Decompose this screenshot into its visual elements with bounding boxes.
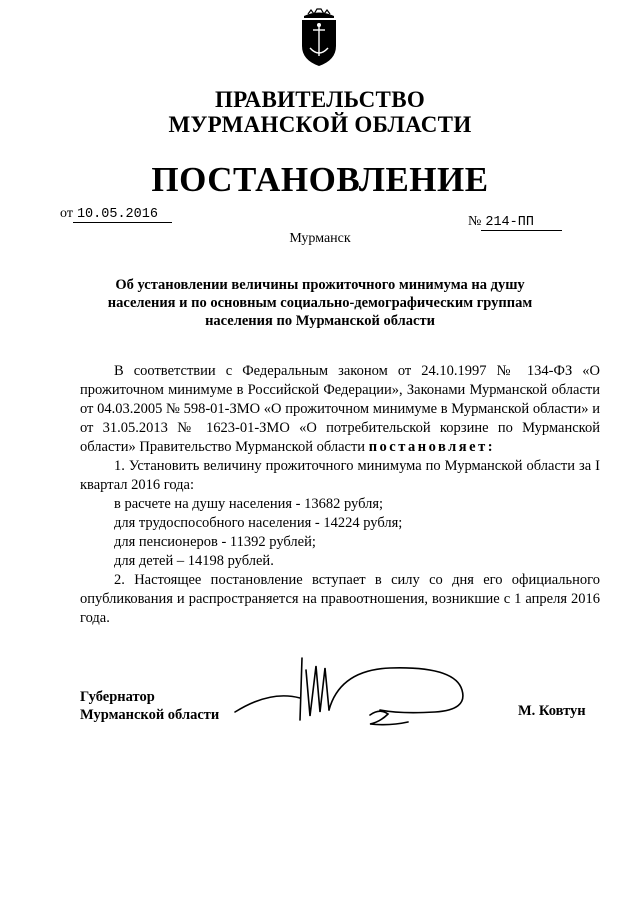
signer-title-line2: Мурманской области: [80, 707, 220, 723]
value-line: в расчете на душу населения - 13682 рубля;: [114, 496, 384, 512]
document-number-row: [468, 214, 562, 231]
intro-text: В соответствии с Федеральным законом от 24.10.1997 № 134-ФЗ «О прожиточном минимуме в Российской Федерации», Законами Мурманской области от 04.03.2005 № 598-01-ЗМО «О прожиточном минимуме в Мурманской области» и от 31.05.2013 № 1623-01-ЗМО «О потребительской корзине по Мурманской области» Правительство Мурманской области: [80, 363, 600, 455]
signer-name: М. Ковтун: [518, 703, 586, 719]
value-line: для пенсионеров - 11392 рублей;: [114, 534, 316, 550]
city-name: Мурманск: [289, 231, 351, 246]
value-line: для детей – 14198 рублей.: [114, 553, 274, 569]
document-date: 10.05.2016: [73, 208, 172, 223]
coat-of-arms-icon: [296, 8, 342, 68]
organization-name-line1: ПРАВИТЕЛЬСТВО: [214, 87, 426, 112]
value-line: для трудоспособного населения - 14224 рубля;: [114, 515, 403, 531]
number-prefix: №: [468, 214, 482, 229]
document-subject: Об установлении величины прожиточного минимума на душу населения и по основным социально-демографическим группам населения по Мурманской области: [107, 277, 533, 329]
handwritten-signature: [230, 650, 480, 740]
document-number: 214-ПП: [481, 216, 562, 231]
organization-name-line2: МУРМАНСКОЙ ОБЛАСТИ: [168, 112, 472, 137]
date-prefix: от: [60, 206, 73, 221]
decree-word: постановляет:: [368, 439, 496, 455]
signer-title: [80, 688, 219, 724]
document-type-title: ПОСТАНОВЛЕНИЕ: [151, 160, 489, 199]
item-2-paragraph: 2. Настоящее постановление вступает в силу со дня его официального опубликования и распространяется на правоотношения, возникшие с 1 апреля 2016 года.: [80, 572, 600, 626]
signer-title-line1: Губернатор: [80, 689, 155, 705]
document-body: [80, 362, 600, 628]
intro-paragraph: [80, 362, 600, 457]
item-1-paragraph: 1. Установить величину прожиточного минимума по Мурманской области за I квартал 2016 года:: [80, 458, 600, 493]
document-date-row: [60, 206, 172, 223]
